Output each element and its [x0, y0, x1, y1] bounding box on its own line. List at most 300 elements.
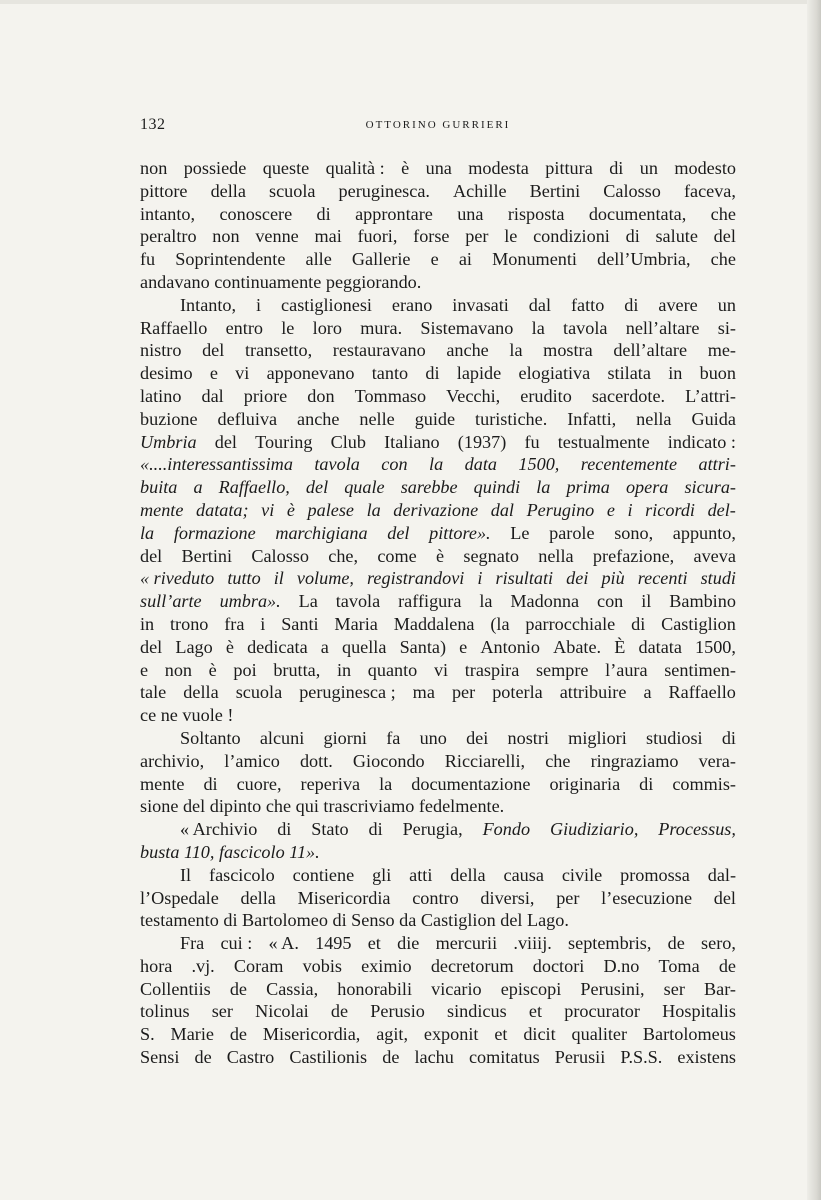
word: di [721, 727, 736, 748]
word: Achille [453, 180, 507, 201]
word: Ricciarelli, [444, 750, 526, 771]
text-line [140, 545, 736, 568]
word: mercurii [435, 933, 498, 954]
word: atti [409, 864, 433, 885]
word: quale [344, 477, 385, 498]
word: Antonio [480, 636, 540, 657]
word: umbra». [219, 591, 281, 612]
word: Soltanto [180, 727, 241, 748]
word: Fondo [482, 819, 531, 840]
word: nella [538, 545, 574, 566]
word: per [556, 887, 580, 908]
word: fedelmente. [418, 796, 505, 817]
word: 110, [183, 841, 215, 862]
word: la [429, 454, 444, 475]
word: di [332, 910, 347, 931]
word: formazione [173, 522, 256, 543]
word: Coram [233, 955, 284, 976]
word: marchigiana [275, 522, 368, 543]
word: septembris, [568, 933, 652, 954]
word: un [639, 158, 658, 178]
word: Maddalena [393, 613, 475, 634]
word: e [140, 659, 149, 680]
word: lapide [456, 363, 502, 384]
word: turistiche. [475, 408, 548, 429]
text-line [140, 659, 736, 682]
word: del [500, 910, 523, 931]
word: ai [458, 249, 472, 270]
word: del- [707, 499, 736, 520]
word: forse [413, 226, 450, 247]
word: segnato [463, 545, 519, 566]
word: attri- [698, 454, 736, 475]
word: Stato [311, 819, 349, 840]
word: recenti [637, 568, 688, 589]
word: sindicus [447, 1001, 507, 1022]
word: Touring [255, 431, 313, 452]
word: l’esecuzione [601, 887, 693, 908]
word: tale [140, 682, 167, 703]
word: Hospitalis [662, 1001, 736, 1022]
word: castiglionesi [281, 294, 372, 315]
word: del [305, 477, 329, 498]
word: mente [140, 499, 184, 520]
word: agit, [376, 1024, 409, 1045]
word: Misericordia, [262, 1024, 361, 1045]
word: del [140, 545, 163, 566]
word: fuori, [357, 226, 398, 247]
word: del [202, 340, 225, 361]
body-text [140, 157, 736, 1069]
word: S. [140, 1024, 155, 1045]
text-line [140, 727, 736, 750]
word: don [307, 385, 335, 406]
word: Santa) [399, 636, 447, 657]
word: Soprintendente [175, 249, 286, 270]
word: doctori [532, 955, 585, 976]
word: exponit [423, 1024, 479, 1045]
word: la [531, 317, 545, 338]
word: (1937) [457, 431, 507, 452]
text-line [140, 362, 736, 385]
word: del [182, 796, 206, 817]
word: L’attri- [685, 385, 736, 406]
word: con [597, 591, 624, 612]
word: in [668, 363, 683, 384]
word: documentata, [588, 203, 687, 224]
word: civile [561, 864, 603, 885]
word: fatto [570, 294, 605, 315]
word: erudito [520, 385, 572, 406]
word: de [667, 933, 685, 954]
word: tavola [314, 454, 360, 475]
word: la [140, 522, 155, 543]
word: i [627, 499, 633, 520]
word: originaria [549, 773, 621, 794]
word: anche [297, 408, 340, 429]
word: datata; [196, 499, 249, 520]
word: la [366, 499, 381, 520]
word: è [286, 499, 295, 520]
word: stilata [607, 363, 651, 384]
word: l’Ospedale [140, 887, 219, 908]
word: mai [314, 226, 342, 247]
word: attribuire [559, 682, 627, 703]
word: Giudiziario, [549, 819, 639, 840]
word: vi [261, 499, 275, 520]
word: elogiativa [518, 363, 591, 384]
word: il [641, 591, 652, 612]
word: dell’Umbria, [597, 249, 691, 270]
word: pittura [545, 158, 593, 178]
word: vobis [302, 955, 342, 976]
word: Raffaello [140, 317, 208, 338]
word: commis- [672, 773, 736, 794]
word: testualmente [557, 431, 650, 452]
word: l’amico [224, 750, 280, 771]
word: Fra [180, 933, 205, 954]
text-line [140, 271, 736, 294]
text-line [140, 180, 736, 203]
word: condizioni [533, 226, 610, 247]
word: la [509, 340, 523, 361]
text-line [140, 431, 736, 454]
word: gli [372, 864, 392, 885]
word: anche [446, 340, 489, 361]
word: D.no [603, 955, 640, 976]
word: fu [140, 249, 156, 270]
word: « A. [268, 933, 299, 954]
word: nistro [140, 340, 182, 361]
word: Tommaso [354, 385, 427, 406]
word: Calosso [603, 180, 661, 201]
word: Le [510, 522, 530, 543]
word: di [609, 158, 624, 178]
text-line [140, 704, 736, 727]
word: 11». [289, 841, 320, 862]
word: Gallerie [351, 249, 411, 270]
word: Monumenti [492, 249, 577, 270]
text-line [140, 681, 736, 704]
scan-top-edge [0, 0, 821, 4]
word: di [624, 294, 639, 315]
word: buita [140, 477, 178, 498]
word: Guida [691, 408, 736, 429]
word: che, [328, 545, 359, 566]
word: per [451, 682, 476, 703]
word: 1500, [695, 636, 736, 657]
word: registrandovi [367, 568, 465, 589]
text-line [140, 932, 736, 955]
word: Giocondo [352, 750, 425, 771]
word: poterla [492, 682, 543, 703]
word: buzione [140, 408, 198, 429]
word: peggiorando. [325, 271, 422, 292]
word: di [316, 203, 331, 224]
word: queste [262, 158, 310, 178]
word: hora [140, 955, 173, 976]
text-line [140, 750, 736, 773]
word: traspira [464, 659, 520, 680]
word: sull’arte [140, 591, 202, 612]
word: sione [140, 796, 179, 817]
word: Perusini, [580, 978, 645, 999]
text-line [140, 955, 736, 978]
word: Processus, [658, 819, 736, 840]
text-line [140, 1023, 736, 1046]
word: fu [524, 431, 540, 452]
word: dal [490, 499, 514, 520]
word: Infatti, [567, 408, 617, 429]
word: studi [700, 568, 736, 589]
word: ser [663, 978, 685, 999]
word: qualiter [571, 1024, 628, 1045]
word: l’aura [605, 659, 648, 680]
word: indicato : [667, 431, 736, 452]
word: sempre [535, 659, 589, 680]
word: scuola [235, 682, 283, 703]
word: di [639, 773, 654, 794]
word: Toma [658, 955, 700, 976]
word: cuore, [236, 773, 282, 794]
word: Il [180, 864, 192, 885]
word: Abate. [553, 636, 602, 657]
word: uno [419, 727, 447, 748]
word: quella [341, 636, 387, 657]
word: modesto [674, 158, 736, 178]
word: procurator [564, 1001, 640, 1022]
word: vicario [431, 978, 482, 999]
word: della [183, 682, 219, 703]
word: vi [235, 363, 250, 384]
word: non [212, 226, 240, 247]
word: tolinus [140, 1001, 190, 1022]
word: dal [201, 385, 224, 406]
word: parrocchiale [525, 613, 616, 634]
word: de [382, 1047, 400, 1068]
text-line [140, 476, 736, 499]
word: cui : [220, 933, 253, 954]
word: un [717, 294, 736, 315]
text-line [140, 978, 736, 1001]
text-line [140, 636, 736, 659]
word: prima [566, 477, 610, 498]
word: tavola [563, 317, 608, 338]
word: per [465, 226, 489, 247]
text-line [140, 522, 736, 545]
word: non [140, 158, 168, 178]
word: peraltro [140, 226, 197, 247]
word: Club [330, 431, 366, 452]
word: dal- [707, 864, 736, 885]
word: 1495 [315, 933, 352, 954]
word: le [504, 226, 518, 247]
word: che [710, 249, 736, 270]
word: trascriviamo [323, 796, 415, 817]
word: ringraziamo [590, 750, 679, 771]
word: pittore». [429, 522, 491, 543]
text-line [140, 453, 736, 476]
text-line [140, 590, 736, 613]
word: di [223, 910, 238, 931]
word: reperiva [300, 773, 361, 794]
text-line [140, 773, 736, 796]
word: de [718, 955, 736, 976]
word: più [601, 568, 625, 589]
word: è [225, 636, 234, 657]
word: a [643, 682, 652, 703]
word: comitatus [468, 1047, 540, 1068]
text-line [140, 499, 736, 522]
word: quanto [367, 659, 418, 680]
word: con [381, 454, 408, 475]
word: peruginesca ; [299, 682, 396, 703]
word: restauravano [332, 340, 426, 361]
word: et [528, 1001, 543, 1022]
word: Calosso [251, 545, 309, 566]
word: studiosi [646, 727, 703, 748]
scan-right-edge [807, 0, 821, 1200]
word: dei [566, 568, 589, 589]
word: Intanto, [180, 294, 237, 315]
word: del [214, 431, 237, 452]
word: datata [638, 636, 682, 657]
text-line [140, 887, 736, 910]
text-line [140, 248, 736, 271]
word: defluiva [217, 408, 278, 429]
word: che [710, 203, 736, 224]
word: tanto [371, 363, 409, 384]
word: della [240, 887, 276, 908]
word: dott. [299, 750, 333, 771]
word: Senso [351, 910, 395, 931]
word: lachu [414, 1047, 454, 1068]
word: derivazione [393, 499, 479, 520]
word: desimo [140, 363, 193, 384]
text-line [140, 841, 736, 864]
word: a [320, 636, 329, 657]
word: è [208, 659, 217, 680]
word: priore [243, 385, 288, 406]
word: Lago. [527, 910, 569, 931]
word: è [401, 158, 410, 178]
word: e [459, 636, 468, 657]
word: Perusio [370, 1001, 425, 1022]
word: de [229, 1024, 247, 1045]
text-line [140, 157, 736, 180]
word: trono [170, 613, 209, 634]
word: Castiglion [661, 613, 736, 634]
word: Marie [170, 1024, 214, 1045]
word: Cassia, [266, 978, 319, 999]
word: aveva [693, 545, 736, 566]
word: di [625, 226, 640, 247]
word: (la [490, 613, 510, 634]
word: Nicolai [255, 1001, 309, 1022]
text-line [140, 795, 736, 818]
word: dedicata [247, 636, 308, 657]
word: Perugia, [402, 819, 463, 840]
word: sentimen- [664, 659, 736, 680]
word: erano [391, 294, 433, 315]
word: tutto [227, 568, 261, 589]
word: Raffaello [668, 682, 736, 703]
word: Perugino [526, 499, 595, 520]
word: eximio [361, 955, 412, 976]
word: archivio, [140, 750, 205, 771]
word: del [387, 522, 410, 543]
word: documentazione [411, 773, 531, 794]
word: fra [224, 613, 245, 634]
word: opera [625, 477, 669, 498]
word: entro [225, 317, 263, 338]
page-number: 132 [140, 116, 166, 133]
word: honorabili [337, 978, 412, 999]
word: ricordi [645, 499, 695, 520]
word: de [229, 978, 247, 999]
word: salute [655, 226, 698, 247]
word: Collentiis [140, 978, 211, 999]
word: raffigura [398, 591, 462, 612]
text-line [140, 567, 736, 590]
word: la [379, 773, 393, 794]
word: qui [295, 796, 319, 817]
word: pittore [140, 180, 188, 201]
word: buon [699, 363, 736, 384]
word: Sistemavano [420, 317, 514, 338]
word: del [713, 887, 736, 908]
word: appunto, [672, 522, 736, 543]
word: La [298, 591, 318, 612]
word: testamento [140, 910, 219, 931]
word: modesta [468, 158, 529, 178]
word: dicit [523, 1024, 556, 1045]
word: mente [140, 773, 185, 794]
word: ce [140, 705, 157, 726]
word: Bartolomeo [242, 910, 328, 931]
word: .viiij. [513, 933, 552, 954]
word: quindi [473, 477, 521, 498]
word: che [265, 796, 292, 817]
word: dal [528, 294, 552, 315]
text-line [140, 339, 736, 362]
word: di [631, 613, 646, 634]
word: continuamente [214, 271, 322, 292]
word: i [256, 294, 262, 315]
word: « riveduto [140, 568, 215, 589]
word: mura. [360, 317, 403, 338]
word: giorni [323, 727, 367, 748]
word: vuole ! [182, 705, 234, 726]
word: diversi, [480, 887, 535, 908]
word: vera- [698, 750, 736, 771]
word: alcuni [259, 727, 305, 748]
word: Maria [334, 613, 378, 634]
word: faceva, [683, 180, 736, 201]
word: di [203, 773, 218, 794]
text-line [140, 613, 736, 636]
word: Castiglion [420, 910, 496, 931]
word: non [164, 659, 193, 680]
word: et [367, 933, 381, 954]
word: e [209, 363, 218, 384]
word: Perusii [554, 1047, 606, 1068]
word: sarebbe [400, 477, 458, 498]
word: Bartolomeus [642, 1024, 736, 1045]
word: tavola [335, 591, 381, 612]
word: Lago [175, 636, 213, 657]
word: È [614, 636, 626, 657]
